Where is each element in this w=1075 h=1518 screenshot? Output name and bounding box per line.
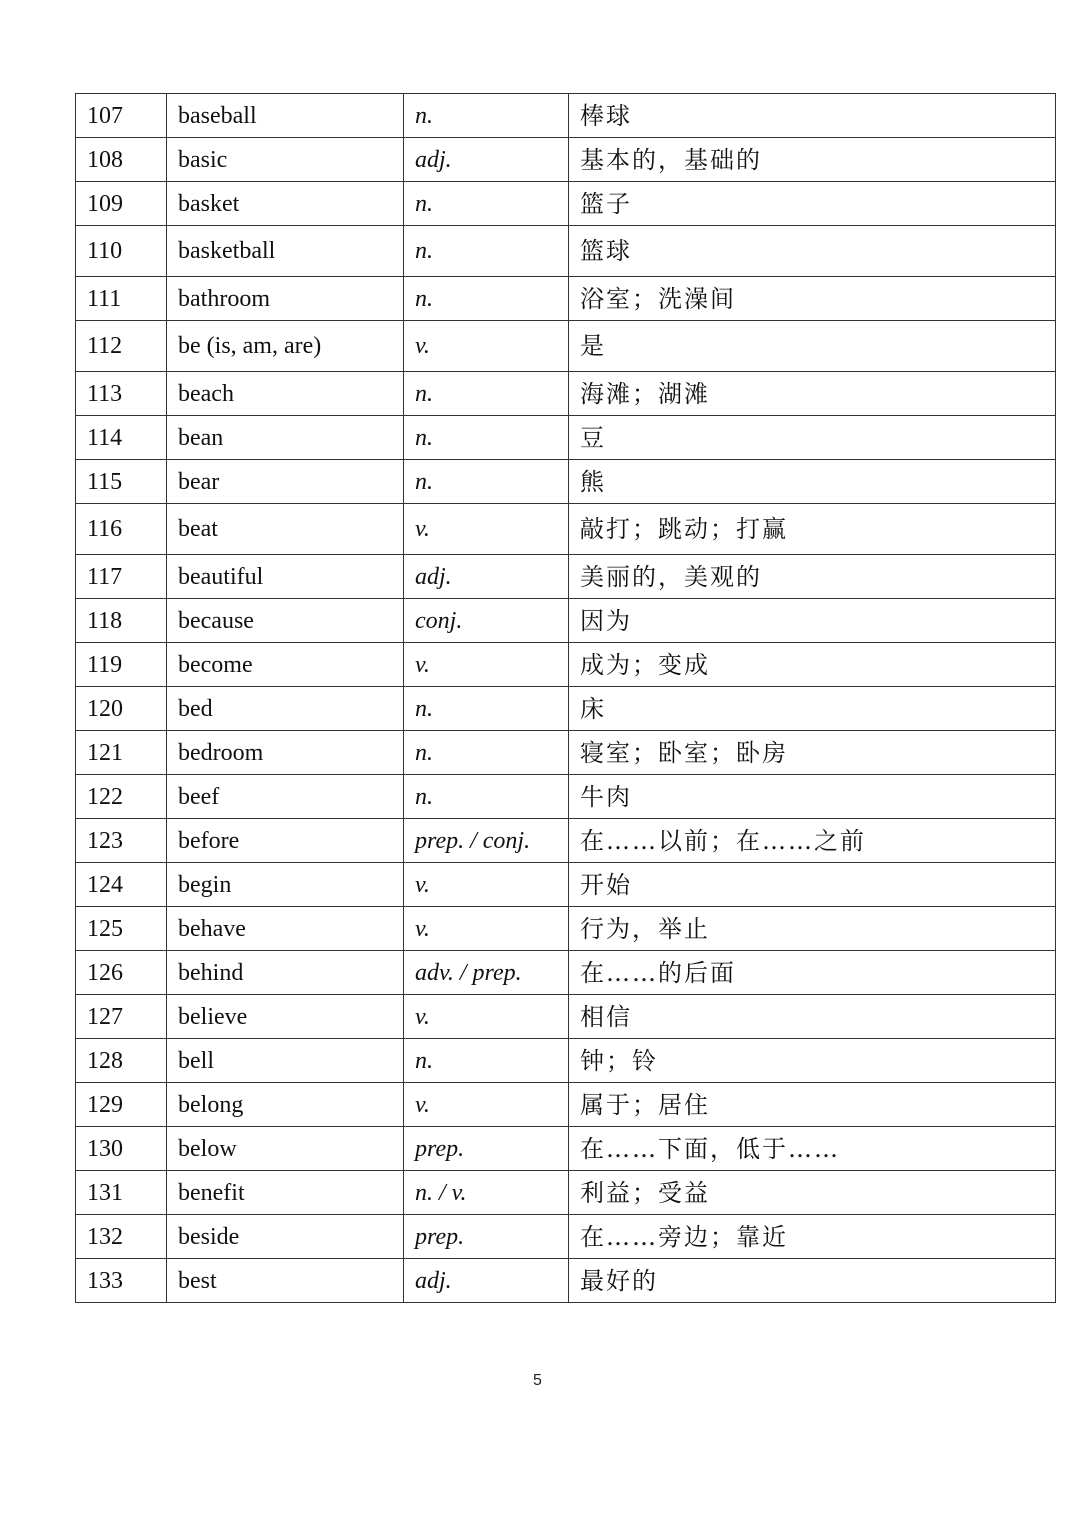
entry-definition: 因为 [569,599,1056,643]
entry-word: beat [167,504,404,555]
entry-number: 130 [76,1127,167,1171]
entry-part-of-speech: prep. [404,1215,569,1259]
vocabulary-row [76,731,1056,775]
entry-part-of-speech: n. [404,1039,569,1083]
vocabulary-row [76,1083,1056,1127]
entry-part-of-speech: v. [404,1083,569,1127]
entry-word: beach [167,372,404,416]
entry-part-of-speech: v. [404,995,569,1039]
entry-word: behind [167,951,404,995]
entry-word: baseball [167,94,404,138]
entry-definition: 豆 [569,416,1056,460]
entry-definition: 在……下面，低于…… [569,1127,1056,1171]
entry-number: 115 [76,460,167,504]
entry-word: bear [167,460,404,504]
entry-word: beside [167,1215,404,1259]
vocabulary-row [76,138,1056,182]
entry-definition: 成为；变成 [569,643,1056,687]
vocabulary-row [76,1259,1056,1303]
entry-definition: 熊 [569,460,1056,504]
vocabulary-row [76,1215,1056,1259]
entry-number: 119 [76,643,167,687]
entry-definition: 床 [569,687,1056,731]
entry-word: bell [167,1039,404,1083]
entry-number: 109 [76,182,167,226]
entry-part-of-speech: n. [404,687,569,731]
entry-part-of-speech: n. [404,460,569,504]
entry-definition: 牛肉 [569,775,1056,819]
entry-definition: 开始 [569,863,1056,907]
entry-number: 108 [76,138,167,182]
vocabulary-row [76,907,1056,951]
vocabulary-row [76,599,1056,643]
entry-number: 129 [76,1083,167,1127]
vocabulary-row [76,775,1056,819]
entry-number: 117 [76,555,167,599]
vocabulary-row [76,819,1056,863]
entry-word: before [167,819,404,863]
entry-number: 128 [76,1039,167,1083]
vocabulary-row [76,226,1056,277]
entry-word: basket [167,182,404,226]
entry-definition: 浴室；洗澡间 [569,277,1056,321]
vocabulary-row [76,321,1056,372]
entry-number: 125 [76,907,167,951]
entry-number: 116 [76,504,167,555]
entry-definition: 利益；受益 [569,1171,1056,1215]
entry-definition: 敲打；跳动；打赢 [569,504,1056,555]
entry-definition: 篮子 [569,182,1056,226]
entry-word: best [167,1259,404,1303]
entry-word: bean [167,416,404,460]
entry-part-of-speech: prep. [404,1127,569,1171]
entry-word: basic [167,138,404,182]
entry-part-of-speech: n. [404,372,569,416]
vocabulary-table-body [76,94,1056,1303]
entry-word: bed [167,687,404,731]
entry-number: 123 [76,819,167,863]
vocabulary-row [76,1127,1056,1171]
entry-word: because [167,599,404,643]
entry-part-of-speech: n. [404,731,569,775]
vocabulary-row [76,277,1056,321]
entry-part-of-speech: prep. / conj. [404,819,569,863]
entry-word: below [167,1127,404,1171]
entry-definition: 在……以前；在……之前 [569,819,1056,863]
entry-definition: 基本的，基础的 [569,138,1056,182]
entry-definition: 行为，举止 [569,907,1056,951]
entry-word: beef [167,775,404,819]
entry-part-of-speech: n. [404,226,569,277]
page-number: 5 [533,1372,542,1389]
vocabulary-row [76,416,1056,460]
vocabulary-row [76,643,1056,687]
entry-word: beautiful [167,555,404,599]
entry-definition: 钟；铃 [569,1039,1056,1083]
entry-part-of-speech: n. / v. [404,1171,569,1215]
entry-part-of-speech: n. [404,94,569,138]
vocabulary-row [76,863,1056,907]
entry-part-of-speech: n. [404,775,569,819]
vocabulary-row [76,951,1056,995]
entry-number: 113 [76,372,167,416]
entry-number: 126 [76,951,167,995]
entry-number: 124 [76,863,167,907]
vocabulary-row [76,372,1056,416]
entry-number: 107 [76,94,167,138]
entry-part-of-speech: conj. [404,599,569,643]
entry-part-of-speech: v. [404,321,569,372]
entry-part-of-speech: adj. [404,555,569,599]
entry-definition: 在……旁边；靠近 [569,1215,1056,1259]
entry-number: 111 [76,277,167,321]
entry-number: 127 [76,995,167,1039]
entry-number: 120 [76,687,167,731]
vocabulary-row [76,94,1056,138]
vocabulary-row [76,460,1056,504]
entry-definition: 最好的 [569,1259,1056,1303]
entry-part-of-speech: adj. [404,138,569,182]
vocabulary-row [76,995,1056,1039]
entry-number: 131 [76,1171,167,1215]
entry-word: bedroom [167,731,404,775]
vocabulary-table [75,93,1056,1303]
entry-definition: 棒球 [569,94,1056,138]
entry-word: be (is, am, are) [167,321,404,372]
entry-word: believe [167,995,404,1039]
vocabulary-row [76,1039,1056,1083]
entry-word: behave [167,907,404,951]
entry-word: become [167,643,404,687]
vocabulary-row [76,504,1056,555]
entry-definition: 寝室；卧室；卧房 [569,731,1056,775]
entry-definition: 篮球 [569,226,1056,277]
entry-number: 132 [76,1215,167,1259]
entry-part-of-speech: n. [404,416,569,460]
entry-part-of-speech: adj. [404,1259,569,1303]
entry-word: bathroom [167,277,404,321]
entry-part-of-speech: n. [404,277,569,321]
entry-number: 118 [76,599,167,643]
entry-part-of-speech: v. [404,643,569,687]
entry-definition: 海滩；湖滩 [569,372,1056,416]
entry-word: basketball [167,226,404,277]
entry-number: 121 [76,731,167,775]
entry-definition: 美丽的，美观的 [569,555,1056,599]
vocabulary-row [76,1171,1056,1215]
entry-part-of-speech: v. [404,907,569,951]
entry-word: benefit [167,1171,404,1215]
vocabulary-row [76,687,1056,731]
vocabulary-row [76,555,1056,599]
entry-number: 133 [76,1259,167,1303]
entry-definition: 在……的后面 [569,951,1056,995]
entry-word: begin [167,863,404,907]
vocabulary-row [76,182,1056,226]
entry-word: belong [167,1083,404,1127]
entry-number: 122 [76,775,167,819]
entry-number: 114 [76,416,167,460]
entry-number: 112 [76,321,167,372]
entry-definition: 相信 [569,995,1056,1039]
entry-part-of-speech: adv. / prep. [404,951,569,995]
entry-part-of-speech: v. [404,504,569,555]
entry-part-of-speech: v. [404,863,569,907]
entry-definition: 是 [569,321,1056,372]
entry-number: 110 [76,226,167,277]
entry-part-of-speech: n. [404,182,569,226]
entry-definition: 属于；居住 [569,1083,1056,1127]
